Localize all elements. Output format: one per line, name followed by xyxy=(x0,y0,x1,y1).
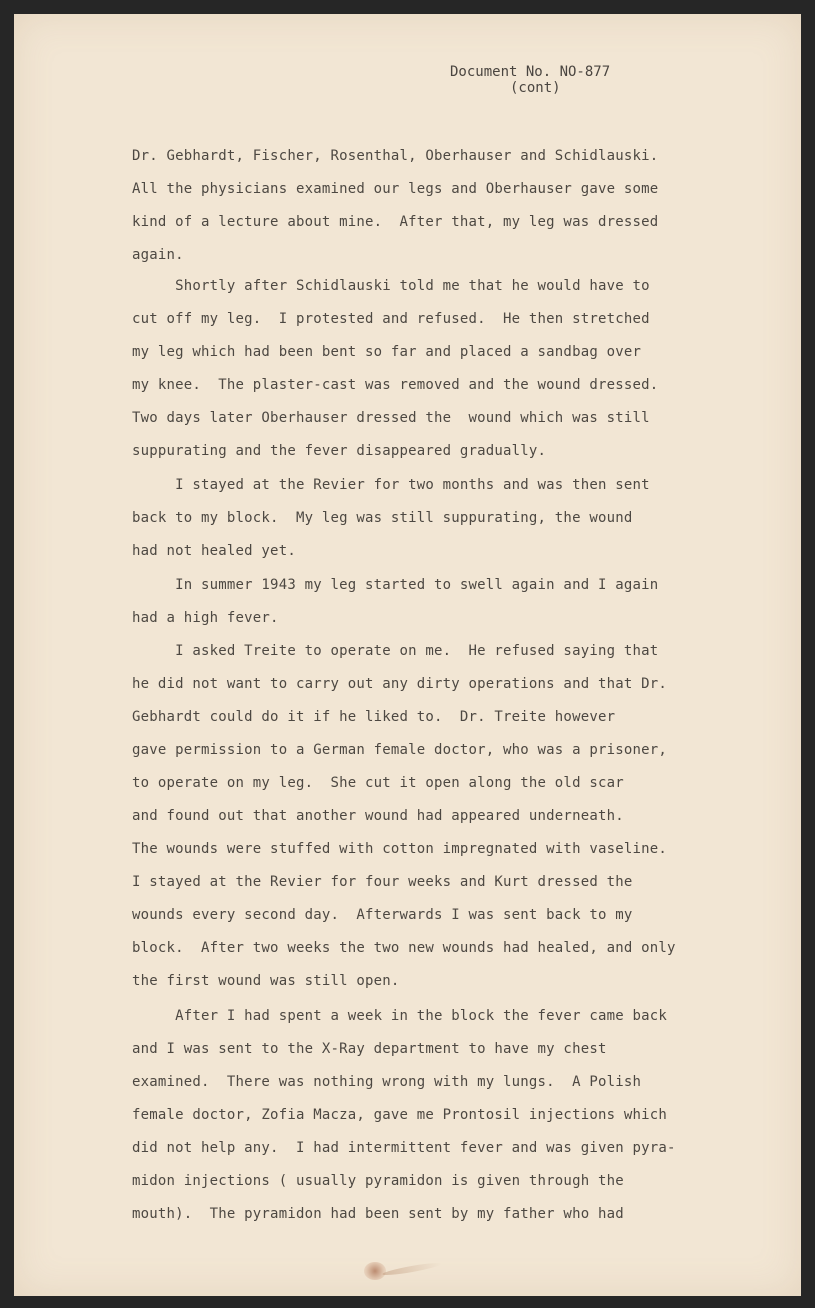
text-line: the first wound was still open. xyxy=(132,973,400,989)
text-line: I stayed at the Revier for four weeks and Kurt dressed the xyxy=(132,874,633,890)
text-line: suppurating and the fever disappeared gradually. xyxy=(132,443,547,459)
paragraph-2 xyxy=(132,270,772,468)
text-line: to operate on my leg. She cut it open along the old scar xyxy=(132,775,624,791)
text-line: had a high fever. xyxy=(132,610,279,626)
text-line: I asked Treite to operate on me. He refused saying that xyxy=(132,643,659,659)
text-line: my leg which had been bent so far and placed a sandbag over xyxy=(132,344,642,360)
text-line: In summer 1943 my leg started to swell again and I again xyxy=(132,577,659,593)
paragraph-6 xyxy=(132,1000,772,1231)
text-line: block. After two weeks the two new wounds had healed, and only xyxy=(132,940,676,956)
text-line: Gebhardt could do it if he liked to. Dr. Treite however xyxy=(132,709,616,725)
paragraph-1 xyxy=(132,140,772,272)
text-line: and I was sent to the X-Ray department to have my chest xyxy=(132,1041,607,1057)
continued-label: (cont) xyxy=(510,80,561,96)
paragraph-3 xyxy=(132,469,772,568)
paragraph-5 xyxy=(132,635,772,998)
text-line: and found out that another wound had appeared underneath. xyxy=(132,808,624,824)
paper-stain xyxy=(364,1262,386,1280)
text-line: The wounds were stuffed with cotton impregnated with vaseline. xyxy=(132,841,667,857)
text-line: did not help any. I had intermittent fever and was given pyra- xyxy=(132,1140,676,1156)
text-line: I stayed at the Revier for two months and was then sent xyxy=(132,477,650,493)
text-line: Shortly after Schidlauski told me that he would have to xyxy=(132,278,650,294)
text-line: my knee. The plaster-cast was removed and the wound dressed. xyxy=(132,377,659,393)
text-line: kind of a lecture about mine. After that, my leg was dressed xyxy=(132,214,659,230)
paragraph-4 xyxy=(132,569,772,635)
text-line: gave permission to a German female doctor, who was a prisoner, xyxy=(132,742,667,758)
text-line: midon injections ( usually pyramidon is given through the xyxy=(132,1173,624,1189)
text-line: again. xyxy=(132,247,184,263)
text-line: examined. There was nothing wrong with my lungs. A Polish xyxy=(132,1074,642,1090)
text-line: back to my block. My leg was still suppurating, the wound xyxy=(132,510,633,526)
document-header xyxy=(450,64,610,96)
text-line: had not healed yet. xyxy=(132,543,296,559)
text-line: he did not want to carry out any dirty operations and that Dr. xyxy=(132,676,667,692)
text-line: After I had spent a week in the block the fever came back xyxy=(132,1008,667,1024)
text-line: All the physicians examined our legs and Oberhauser gave some xyxy=(132,181,659,197)
text-line: cut off my leg. I protested and refused. He then stretched xyxy=(132,311,650,327)
text-line: mouth). The pyramidon had been sent by my father who had xyxy=(132,1206,624,1222)
document-page xyxy=(14,14,801,1296)
text-line: wounds every second day. Afterwards I was sent back to my xyxy=(132,907,633,923)
text-line: female doctor, Zofia Macza, gave me Prontosil injections which xyxy=(132,1107,667,1123)
text-line: Dr. Gebhardt, Fischer, Rosenthal, Oberhauser and Schidlauski. xyxy=(132,148,659,164)
paper-stain-streak xyxy=(382,1261,442,1277)
document-number: Document No. NO-877 xyxy=(450,64,611,80)
text-line: Two days later Oberhauser dressed the wound which was still xyxy=(132,410,650,426)
